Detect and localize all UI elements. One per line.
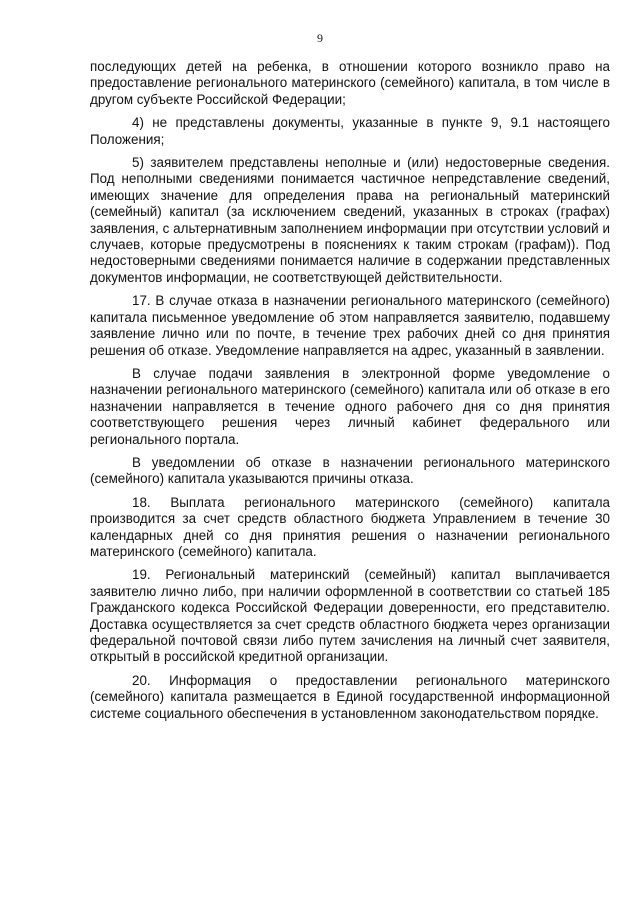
paragraph-electronic-notice: В случае подачи заявления в электронной форме уведомление о назначении регионального материнского (семейного) капитала или об отказе в его назначении направляется в течение одного рабочего дня со дня принятия соответствующего решения через личный кабинет федерального или регионального портала. bbox=[90, 365, 610, 447]
paragraph-17: 17. В случае отказа в назначении регионального материнского (семейного) капитала письменное уведомление об этом направляется заявителю, подавшему заявление лично или по почте, в течение трех рабочих дней со дня принятия решения об отказе. Уведомление направляется на адрес, указанный в заявлении. bbox=[90, 293, 610, 358]
paragraph-refusal-reasons: В уведомлении об отказе в назначении регионального материнского (семейного) капитала указываются причины отказа. bbox=[90, 454, 610, 487]
paragraph-item-5: 5) заявителем представлены неполные и (или) недостоверные сведения. Под неполными сведениями понимается частичное непредставление сведений, имеющих значение для определения права на региональный материнский (семейный) капитал (за исключением сведений, указанных в строках (графах) заявления, с альтернативным заполнением информации при отсутствии условий и случаев, которые предусмотрены в пояснениях к таким строкам (графам)). Под недостоверными сведениями понимается наличие в содержании представленных документов информации, не соответствующей действительности. bbox=[90, 155, 610, 285]
paragraph-20: 20. Информация о предоставлении регионального материнского (семейного) капитала размещается в Единой государственной информационной системе социального обеспечения в установленном законодательством порядке. bbox=[90, 672, 610, 721]
document-body bbox=[90, 59, 610, 729]
paragraph-continuation: последующих детей на ребенка, в отношении которого возникло право на предоставление регионального материнского (семейного) капитала, в том числе в другом субъекте Российской Федерации; bbox=[90, 59, 610, 107]
paragraph-item-4: 4) не представлены документы, указанные в пункте 9, 9.1 настоящего Положения; bbox=[90, 115, 610, 147]
page-number: 9 bbox=[317, 31, 323, 45]
paragraph-19: 19. Региональный материнский (семейный) капитал выплачивается заявителю лично либо, при наличии оформленной в соответствии со статьей 185 Гражданского кодекса Российской Федерации доверенности, его представителю. Доставка осуществляется за счет средств областного бюджета через организации федеральной почтовой связи либо путем зачисления на личный счет заявителя, открытый в российской кредитной организации. bbox=[90, 567, 610, 665]
paragraph-18: 18. Выплата регионального материнского (семейного) капитала производится за счет средств областного бюджета Управлением в течение 30 календарных дней со дня принятия решения о назначении регионального материнского (семейного) капитала. bbox=[90, 494, 610, 559]
